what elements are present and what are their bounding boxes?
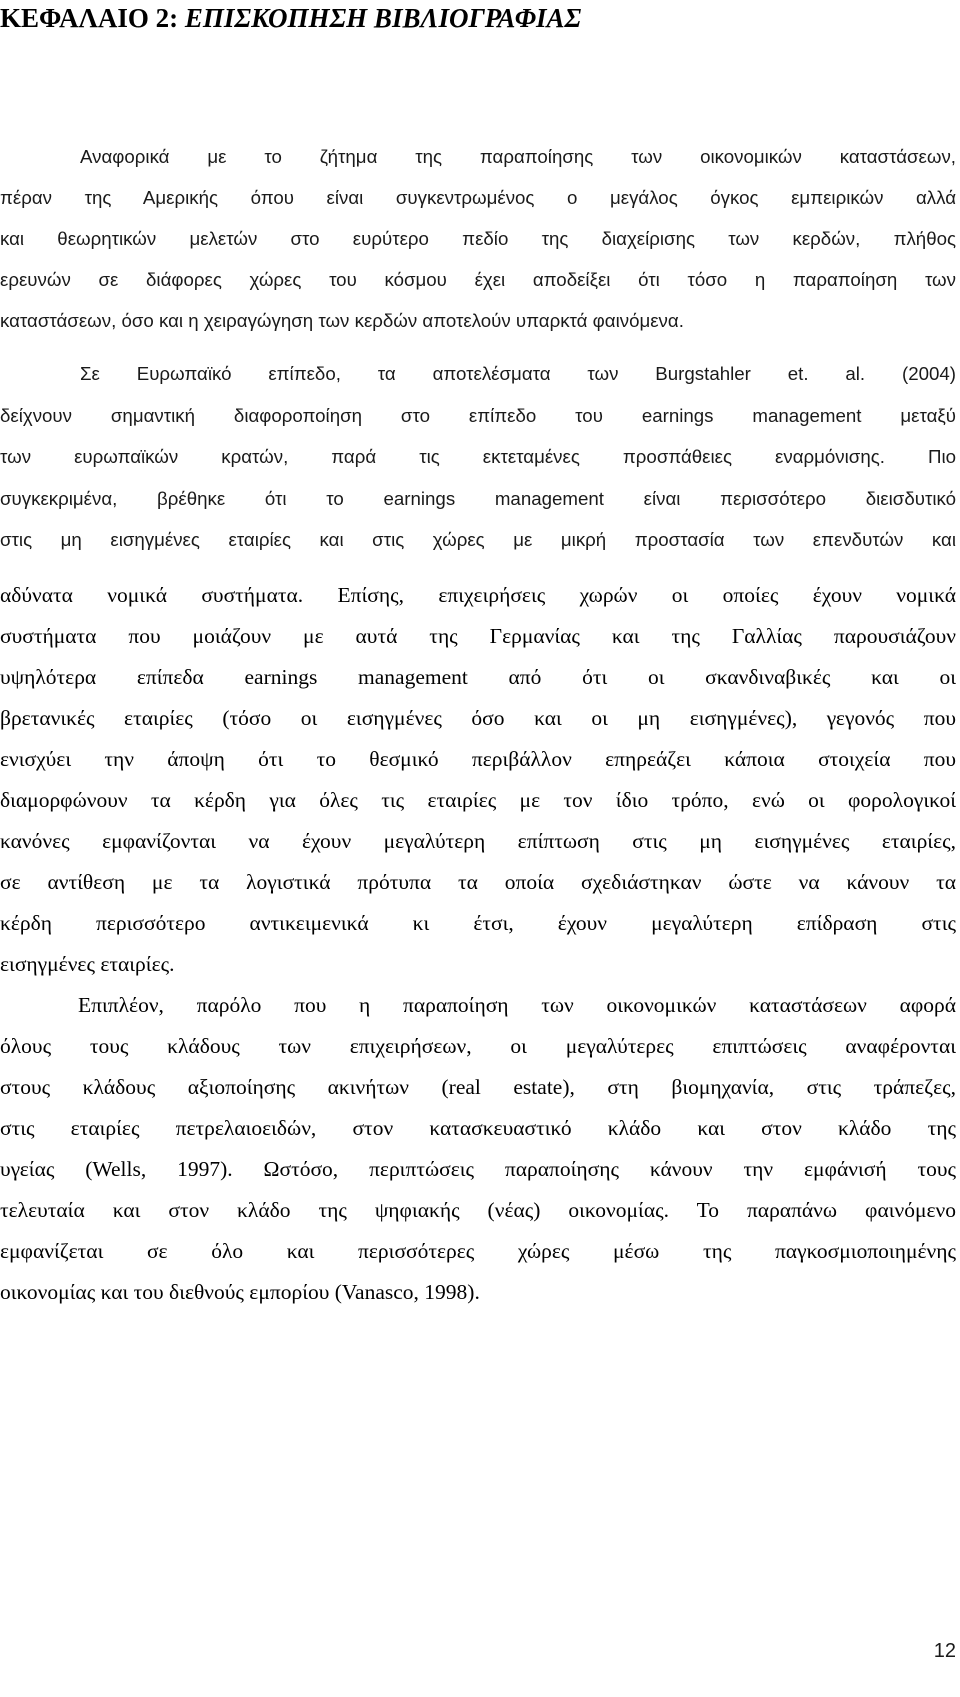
- text-line: οικονομίας και του διεθνούς εμπορίου (Vanasco, 1998).: [0, 1280, 480, 1304]
- text-line: κέρδη περισσότερο αντικειμενικά κι έτσι, έχουν μεγαλύτερη επίδραση στις: [0, 911, 956, 935]
- text-line: Επιπλέον, παρόλο που η παραποίηση των οικονομικών καταστάσεων αφορά: [78, 993, 956, 1017]
- text-line: συγκεκριμένα, βρέθηκε ότι το earnings management είναι περισσότερο διεισδυτικό: [0, 487, 956, 509]
- text-line: υγείας (Wells, 1997). Ωστόσο, περιπτώσεις παραποίησης κάνουν την εμφάνισή τους: [0, 1157, 956, 1181]
- text-line: όλους τους κλάδους των επιχειρήσεων, οι μεγαλύτερες επιπτώσεις αναφέρονται: [0, 1034, 956, 1058]
- page-number: 12: [933, 1640, 956, 1662]
- text-line: στους κλάδους αξιοποίησης ακινήτων (real estate), στη βιομηχανία, στις τράπεζες,: [0, 1075, 956, 1099]
- text-line: δείχνουν σημαντική διαφοροποίηση στο επίπεδο του earnings management μεταξύ: [0, 404, 956, 426]
- text-line: στις μη εισηγμένες εταιρίες και στις χώρες με μικρή προστασία των επενδυτών και: [0, 529, 956, 550]
- text-line: ενισχύει την άποψη ότι το θεσμικό περιβάλλον επηρεάζει κάποια στοιχεία που: [0, 747, 956, 771]
- text-line: Αναφορικά με το ζήτημα της παραποίησης των οικονομικών καταστάσεων,: [80, 146, 956, 167]
- text-line: εμφανίζεται σε όλο και περισσότερες χώρες μέσω της παγκοσμιοποιημένης: [0, 1239, 956, 1263]
- text-line: βρετανικές εταιρίες (τόσο οι εισηγμένες όσο και οι μη εισηγμένες), γεγονός που: [0, 706, 956, 730]
- chapter-number: ΚΕΦΑΛΑΙΟ 2:: [0, 3, 179, 33]
- text-line: αδύνατα νομικά συστήματα. Επίσης, επιχειρήσεις χωρών οι οποίες έχουν νομικά: [0, 583, 956, 607]
- text-line: εισηγμένες εταιρίες.: [0, 952, 175, 976]
- text-line: καταστάσεων, όσο και η χειραγώγηση των κερδών αποτελούν υπαρκτά φαινόμενα.: [0, 310, 684, 331]
- text-line: Σε Ευρωπαϊκό επίπεδο, τα αποτελέσματα των Burgstahler et. al. (2004): [80, 363, 956, 384]
- text-line: πέραν της Αμερικής όπου είναι συγκεντρωμένος ο μεγάλος όγκος εμπειρικών αλλά: [0, 187, 956, 208]
- paragraph-european-start: [0, 353, 956, 561]
- text-line: στις εταιρίες πετρελαιοειδών, στον κατασκευαστικό κλάδο και στον κλάδο της: [0, 1116, 956, 1140]
- text-line: συστήματα που μοιάζουν με αυτά της Γερμανίας και της Γαλλίας παρουσιάζουν: [0, 624, 956, 648]
- text-line: τελευταία και στον κλάδο της ψηφιακής (νέας) οικονομίας. Το παραπάνω φαινόμενο: [0, 1198, 956, 1222]
- text-line: υψηλότερα επίπεδα earnings management από ότι οι σκανδιναβικές και οι: [0, 665, 956, 689]
- text-line: διαμορφώνουν τα κέρδη για όλες τις εταιρίες με τον ίδιο τρόπο, ενώ οι φορολογικοί: [0, 788, 956, 812]
- paragraph-intro: [0, 136, 956, 341]
- text-line: των ευρωπαϊκών κρατών, παρά τις εκτεταμένες προσπάθειες εναρμόνισης. Πιο: [0, 446, 956, 467]
- text-line: σε αντίθεση με τα λογιστικά πρότυπα τα οποία σχεδιάστηκαν ώστε να κάνουν τα: [0, 870, 956, 894]
- chapter-heading: [0, 2, 581, 34]
- text-line: ερευνών σε διάφορες χώρες του κόσμου έχει αποδείξει ότι τόσο η παραποίηση των: [0, 269, 956, 290]
- text-line: και θεωρητικών μελετών στο ευρύτερο πεδίο της διαχείρισης των κερδών, πλήθος: [0, 228, 956, 249]
- paragraph-european-continued: [0, 575, 956, 1313]
- chapter-title: ΕΠΙΣΚΟΠΗΣΗ ΒΙΒΛΙΟΓΡΑΦΙΑΣ: [184, 3, 582, 33]
- text-line: κανόνες εμφανίζονται να έχουν μεγαλύτερη επίπτωση στις μη εισηγμένες εταιρίες,: [0, 829, 956, 853]
